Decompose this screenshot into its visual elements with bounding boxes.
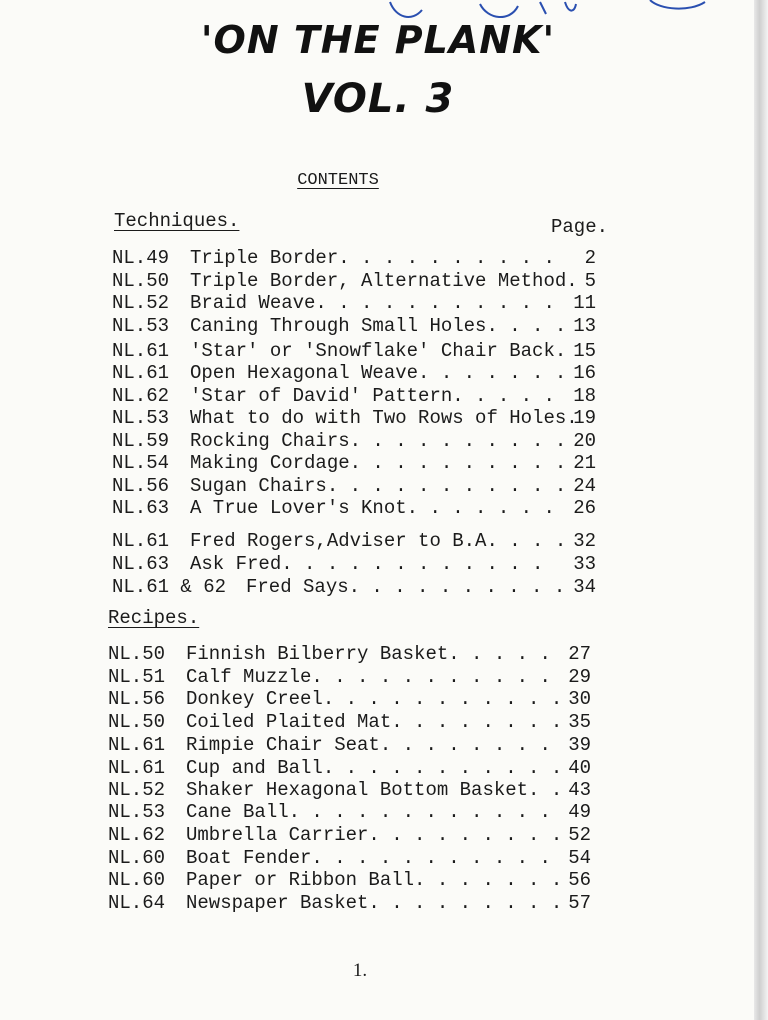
- contents-entry: [112, 385, 596, 407]
- entry-title: Braid Weave. . . . . . . . . . .: [190, 292, 555, 314]
- entry-page-number: 19: [573, 407, 596, 429]
- entry-ref: NL.52: [108, 779, 166, 801]
- contents-entry: [108, 779, 591, 801]
- contents-entry: [112, 475, 596, 497]
- entry-ref: NL.63: [112, 553, 170, 575]
- entry-ref: NL.60: [108, 847, 166, 869]
- page-number: 1.: [352, 960, 368, 981]
- entry-ref: NL.64: [108, 892, 166, 914]
- entry-title: Rocking Chairs. . . . . . . . . .: [190, 430, 567, 452]
- entry-page-number: 35: [568, 711, 591, 733]
- entry-ref: NL.50: [108, 711, 166, 733]
- contents-entry: [112, 452, 596, 474]
- page-column-heading: Page.: [551, 216, 609, 238]
- entry-ref: NL.62: [112, 385, 170, 407]
- contents-entry: [108, 757, 591, 779]
- entry-title: Ask Fred. . . . . . . . . . . .: [190, 553, 544, 575]
- entry-page-number: 15: [573, 340, 596, 362]
- entry-page-number: 24: [573, 475, 596, 497]
- contents-entry: [112, 292, 596, 314]
- volume-label: VOL. 3: [301, 76, 455, 122]
- entry-title: 'Star of David' Pattern. . . . .: [190, 385, 555, 407]
- entry-ref: NL.50: [112, 270, 170, 292]
- contents-entry: [112, 553, 596, 575]
- entry-page-number: 2: [584, 247, 596, 269]
- entry-ref: NL.60: [108, 869, 166, 891]
- entry-page-number: 16: [573, 362, 596, 384]
- entry-ref: NL.61: [112, 340, 170, 362]
- contents-entry: [112, 430, 596, 452]
- entry-page-number: 57: [568, 892, 591, 914]
- section-heading-recipes: Recipes.: [108, 607, 200, 629]
- entry-ref: NL.61: [108, 734, 166, 756]
- contents-entry: [108, 869, 591, 891]
- entry-title: Umbrella Carrier. . . . . . . . .: [186, 824, 563, 846]
- contents-entry: [112, 530, 596, 552]
- entry-title: Cane Ball. . . . . . . . . . . .: [186, 801, 551, 823]
- entry-title: A True Lover's Knot. . . . . . .: [190, 497, 555, 519]
- entry-ref: NL.59: [112, 430, 170, 452]
- entry-page-number: 34: [573, 576, 596, 598]
- entry-title: Making Cordage. . . . . . . . . .: [190, 452, 567, 474]
- contents-entry: [108, 643, 591, 665]
- entry-ref: NL.51: [108, 666, 166, 688]
- entry-page-number: 20: [573, 430, 596, 452]
- contents-entry: [108, 847, 591, 869]
- entry-ref: NL.56: [112, 475, 170, 497]
- entry-page-number: 11: [573, 292, 596, 314]
- entry-title: 'Star' or 'Snowflake' Chair Back.: [190, 340, 567, 362]
- contents-entry: [112, 315, 596, 337]
- entry-title: Shaker Hexagonal Bottom Basket. .: [186, 779, 563, 801]
- entry-title: Finnish Bilberry Basket. . . . .: [186, 643, 551, 665]
- entry-page-number: 43: [568, 779, 591, 801]
- entry-page-number: 32: [573, 530, 596, 552]
- entry-page-number: 33: [573, 553, 596, 575]
- entry-ref: NL.56: [108, 688, 166, 710]
- entry-title: Cup and Ball. . . . . . . . . . .: [186, 757, 563, 779]
- contents-entry: [108, 892, 591, 914]
- entry-title: Triple Border, Alternative Method.: [190, 270, 578, 292]
- contents-entry: [108, 734, 591, 756]
- contents-entry: [108, 688, 591, 710]
- contents-entry: [112, 270, 596, 292]
- contents-entry: [112, 247, 596, 269]
- entry-title: Boat Fender. . . . . . . . . . .: [186, 847, 551, 869]
- entry-title: Calf Muzzle. . . . . . . . . . .: [186, 666, 551, 688]
- entry-page-number: 27: [568, 643, 591, 665]
- entry-page-number: 18: [573, 385, 596, 407]
- entry-title: Donkey Creel. . . . . . . . . . .: [186, 688, 563, 710]
- entry-title: Sugan Chairs. . . . . . . . . . .: [190, 475, 567, 497]
- contents-entry: [108, 824, 591, 846]
- entry-ref: NL.61 & 62: [112, 576, 227, 598]
- document-title: 'ON THE PLANK': [200, 18, 556, 62]
- entry-title: Newspaper Basket. . . . . . . . .: [186, 892, 563, 914]
- entry-page-number: 13: [573, 315, 596, 337]
- entry-ref: NL.53: [112, 315, 170, 337]
- entry-title: Open Hexagonal Weave. . . . . . .: [190, 362, 567, 384]
- entry-title: Fred Rogers,Adviser to B.A. . . .: [190, 530, 567, 552]
- entry-ref: NL.61: [108, 757, 166, 779]
- entry-title: Fred Says. . . . . . . . . .: [246, 576, 566, 598]
- entry-title: What to do with Two Rows of Holes.: [190, 407, 578, 429]
- entry-ref: NL.50: [108, 643, 166, 665]
- entry-ref: NL.54: [112, 452, 170, 474]
- entry-page-number: 26: [573, 497, 596, 519]
- entry-title: Caning Through Small Holes. . . .: [190, 315, 567, 337]
- entry-ref: NL.62: [108, 824, 166, 846]
- entry-page-number: 29: [568, 666, 591, 688]
- entry-title: Paper or Ribbon Ball. . . . . . .: [186, 869, 563, 891]
- entry-ref: NL.61: [112, 530, 170, 552]
- entry-page-number: 56: [568, 869, 591, 891]
- contents-entry: [108, 711, 591, 733]
- entry-page-number: 21: [573, 452, 596, 474]
- entry-page-number: 49: [568, 801, 591, 823]
- contents-heading: CONTENTS: [297, 171, 379, 190]
- page-edge: [754, 0, 768, 1020]
- entry-ref: NL.52: [112, 292, 170, 314]
- contents-entry: [112, 362, 596, 384]
- entry-page-number: 39: [568, 734, 591, 756]
- entry-page-number: 54: [568, 847, 591, 869]
- entry-page-number: 52: [568, 824, 591, 846]
- entry-title: Triple Border. . . . . . . . . .: [190, 247, 555, 269]
- contents-entry: [112, 497, 596, 519]
- entry-title: Rimpie Chair Seat. . . . . . . .: [186, 734, 551, 756]
- contents-entry: [108, 801, 591, 823]
- entry-ref: NL.53: [108, 801, 166, 823]
- entry-title: Coiled Plaited Mat. . . . . . . .: [186, 711, 563, 733]
- contents-entry: [108, 666, 591, 688]
- entry-ref: NL.63: [112, 497, 170, 519]
- entry-ref: NL.53: [112, 407, 170, 429]
- entry-ref: NL.49: [112, 247, 170, 269]
- section-heading-techniques: Techniques.: [114, 210, 240, 232]
- entry-page-number: 30: [568, 688, 591, 710]
- contents-entry: [112, 407, 596, 429]
- entry-ref: NL.61: [112, 362, 170, 384]
- contents-entry: [112, 340, 596, 362]
- entry-page-number: 40: [568, 757, 591, 779]
- entry-page-number: 5: [584, 270, 596, 292]
- contents-entry: [112, 576, 596, 598]
